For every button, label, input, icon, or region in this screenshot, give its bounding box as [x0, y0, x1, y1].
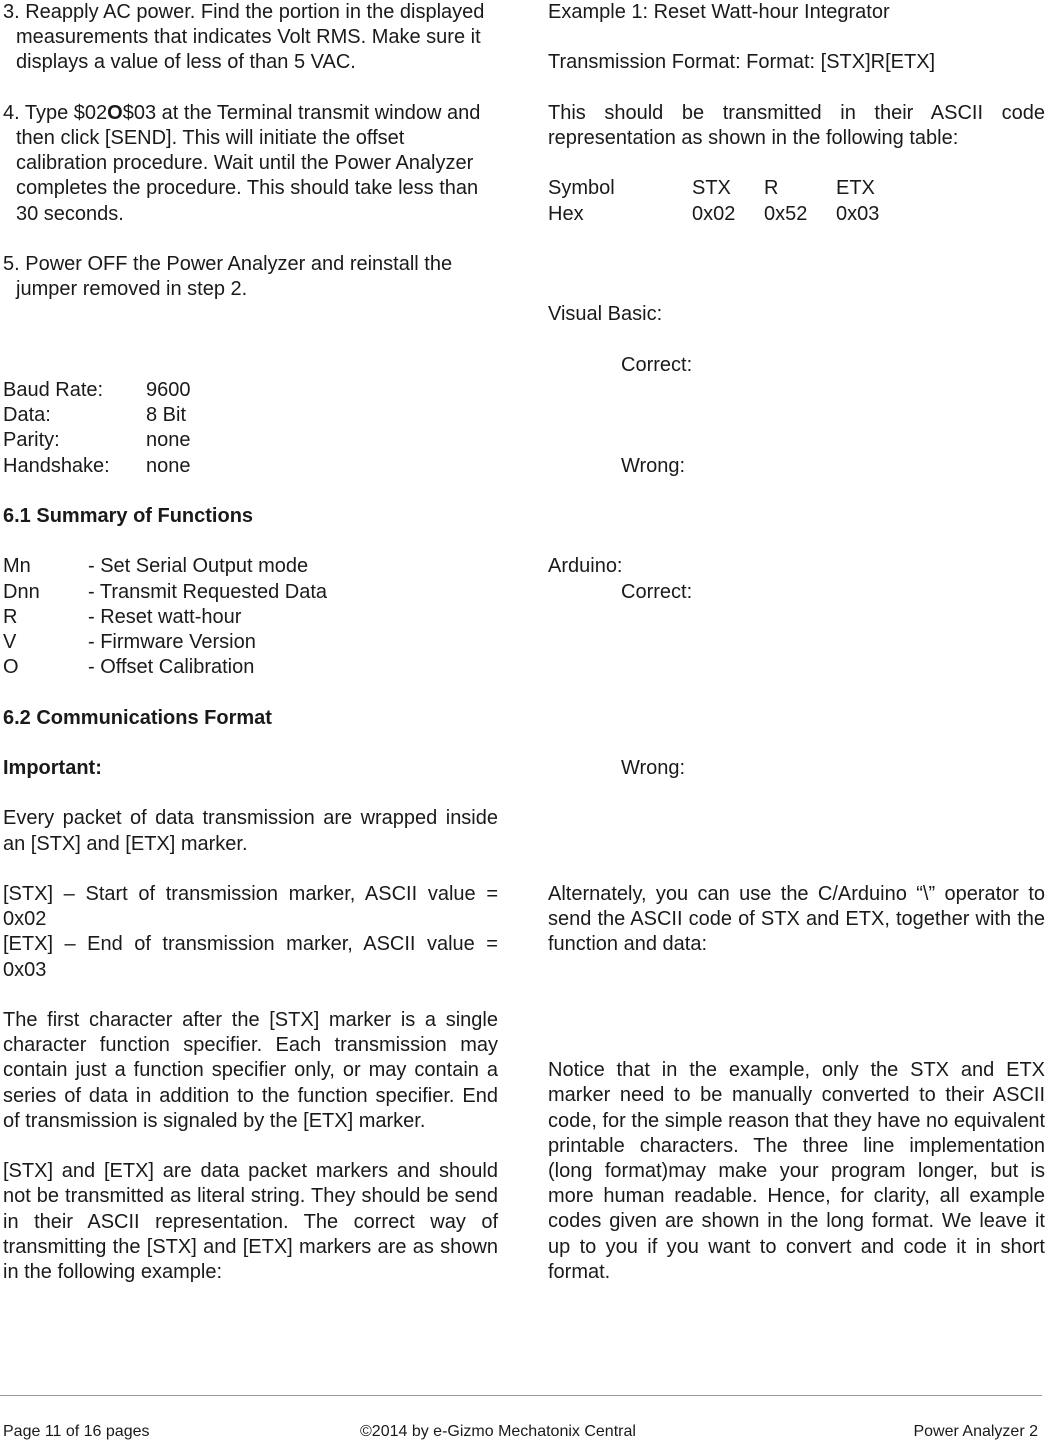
- setting-label: Data:: [3, 404, 51, 427]
- function-code: R: [3, 605, 18, 628]
- paragraph-function-specifier: The first character after the [STX] marker is a single character function specifier. Each transmission may contain just a function specifier only, or may contain a series of data in addition to the function specifier. End of transmission is signaled by the [ETX] marker.: [3, 1008, 498, 1132]
- setting-row: [3, 378, 498, 403]
- function-row: [3, 554, 498, 579]
- table-cell: 0x02: [692, 202, 736, 225]
- function-row: [3, 630, 498, 655]
- paragraph-packet-wrapping: Every packet of data transmission are wrapped inside an [STX] and [ETX] marker.: [3, 807, 498, 855]
- table-row: [548, 202, 1045, 227]
- table-row-label: Hex: [548, 202, 584, 225]
- function-code: Mn: [3, 555, 31, 578]
- setting-label: Parity:: [3, 429, 60, 452]
- footer-copyright: ©2014 by e-Gizmo Mechatonix Central: [360, 1423, 636, 1440]
- setting-row: [3, 454, 498, 479]
- arduino-label: Arduino:: [548, 555, 623, 578]
- footer-product-name: Power Analyzer 2: [913, 1423, 1038, 1440]
- setting-row: [3, 428, 498, 453]
- function-desc: - Reset watt-hour: [88, 605, 242, 628]
- step-4-prefix: 4. Type $02: [3, 101, 108, 124]
- vb-wrong-label: Wrong:: [621, 454, 686, 477]
- setting-value: 8 Bit: [146, 404, 187, 427]
- etx-definition: [ETX] – End of transmission marker, ASCII value = 0x03: [3, 933, 498, 981]
- left-column: [3, 0, 498, 1285]
- setting-value: none: [146, 429, 191, 452]
- table-cell: R: [764, 177, 779, 200]
- heading-communications-format: 6.2 Communications Format: [3, 706, 272, 729]
- table-row-label: Symbol: [548, 177, 615, 200]
- function-code: O: [3, 656, 19, 679]
- table-cell: ETX: [836, 177, 875, 200]
- transmission-format: Transmission Format: Format: [STX]R[ETX]: [548, 51, 936, 74]
- example-title: Example 1: Reset Watt-hour Integrator: [548, 1, 890, 23]
- paragraph-alternately: Alternately, you can use the C/Arduino “\” operator to send the ASCII code of STX and ETX, together with the function and data:: [548, 882, 1045, 956]
- footer-page-number: Page 11 of 16 pages: [3, 1423, 150, 1440]
- setting-label: Baud Rate:: [3, 378, 104, 401]
- setting-row: [3, 403, 498, 428]
- heading-summary-of-functions: 6.1 Summary of Functions: [3, 504, 254, 527]
- setting-value: 9600: [146, 378, 191, 401]
- function-desc: - Offset Calibration: [88, 656, 255, 679]
- vb-correct-label: Correct:: [621, 353, 693, 376]
- paragraph-notice: Notice that in the example, only the STX and ETX marker need to be manually converted to their ASCII code, for the simple reason that they have no equivalent printable characters. The three line implementation (long format)may make your program longer, but is more human readable. Hence, for clarity, all example codes given are shown in the long format. We leave it up to you if you want to convert and code it in short format.: [548, 1059, 1045, 1283]
- function-code: V: [3, 630, 17, 653]
- function-desc: - Transmit Requested Data: [88, 580, 327, 603]
- function-desc: - Firmware Version: [88, 630, 256, 653]
- step-4-command: O: [107, 101, 123, 124]
- setting-label: Handshake:: [3, 454, 110, 477]
- table-row: [548, 176, 1045, 201]
- arduino-correct-label: Correct:: [621, 580, 693, 603]
- paragraph-markers: [STX] and [ETX] are data packet markers and should not be transmitted as literal string. They should be send in their ASCII representation. The correct way of transmitting the [STX] and [ETX] markers are as shown in the following example:: [3, 1160, 498, 1283]
- footer-divider: [0, 1395, 1042, 1396]
- stx-definition: [STX] – Start of transmission marker, ASCII value = 0x02: [3, 882, 498, 931]
- setting-value: none: [146, 454, 191, 477]
- step-3: 3. Reapply AC power. Find the portion in the displayed measurements that indicates Volt RMS. Make sure it displays a value of less of than 5 VAC.: [3, 1, 485, 74]
- step-4-suffix: $03 at the Terminal transmit window and then click [SEND]. This will initiate the offset calibration procedure. Wait until the Power Analyzer completes the procedure. This should take less than 30 seconds.: [16, 101, 481, 225]
- important-label: Important:: [3, 756, 102, 779]
- step-4: [3, 101, 498, 227]
- function-row: [3, 605, 498, 630]
- function-desc: - Set Serial Output mode: [88, 555, 309, 578]
- table-intro: This should be transmitted in their ASCII code representation as shown in the following table:: [548, 101, 1045, 149]
- function-code: Dnn: [3, 580, 40, 603]
- right-column: [548, 0, 1045, 1285]
- table-cell: STX: [692, 177, 731, 200]
- function-row: [3, 655, 498, 680]
- table-cell: 0x03: [836, 202, 880, 225]
- visual-basic-label: Visual Basic:: [548, 303, 663, 326]
- function-row: [3, 580, 498, 605]
- table-cell: 0x52: [764, 202, 808, 225]
- arduino-wrong-label: Wrong:: [621, 756, 686, 779]
- step-5: 5. Power OFF the Power Analyzer and reinstall the jumper removed in step 2.: [3, 253, 453, 301]
